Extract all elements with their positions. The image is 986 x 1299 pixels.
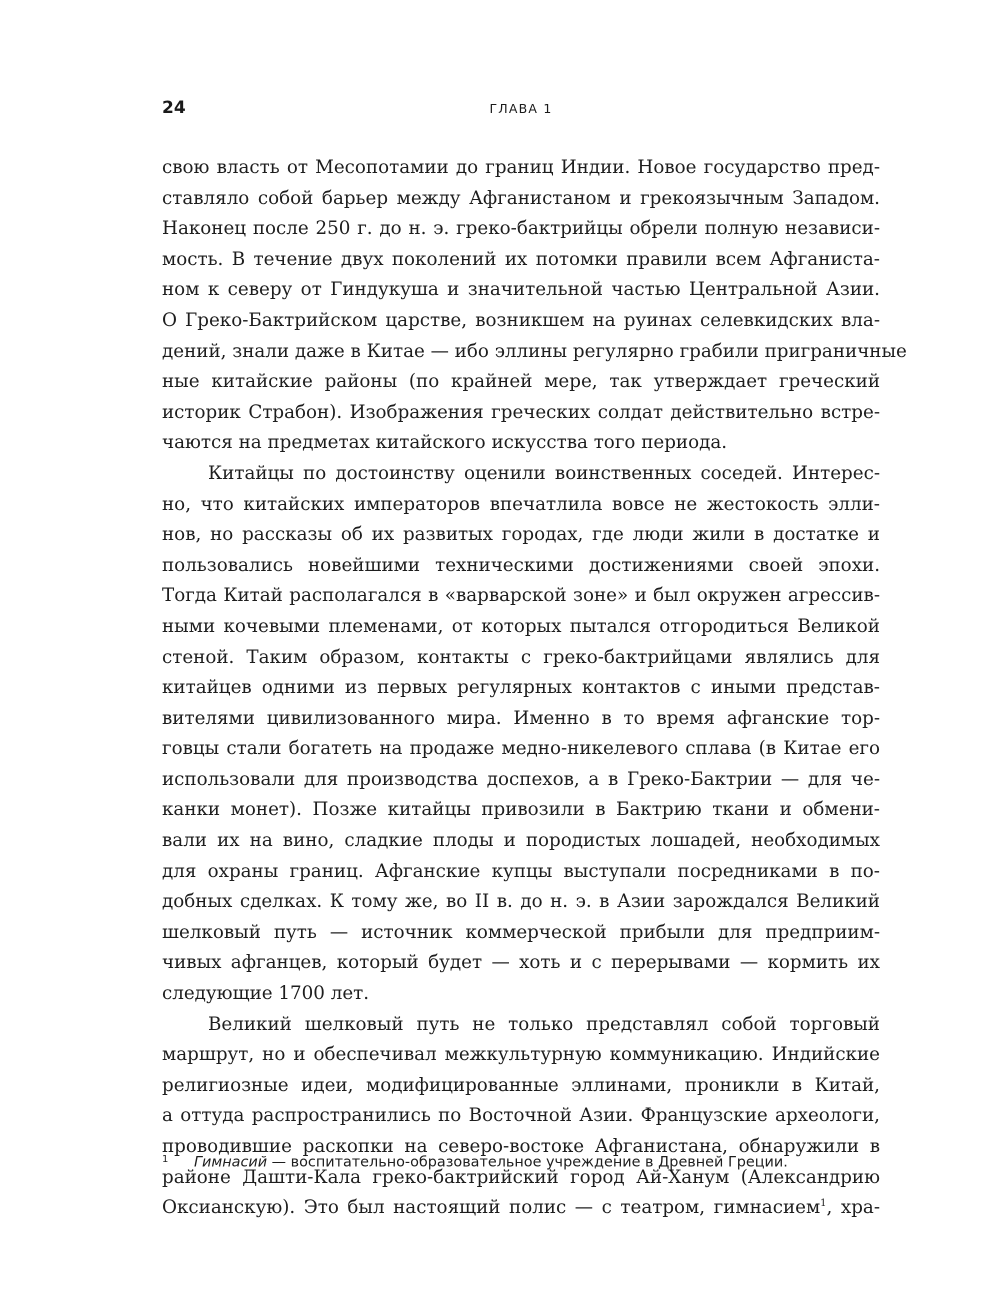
footnote-text: — воспитательно-образовательное учреждение в Древней Греции. xyxy=(267,1154,788,1171)
text-line: проводившие раскопки на северо-востоке Афганистана, обнаружили в xyxy=(162,1136,880,1157)
text-line: ставляло собой барьер между Афганистаном и грекоязычным Западом. xyxy=(162,187,880,209)
text-line: китайцев одними из первых регулярных контактов с иными представ- xyxy=(162,677,880,699)
text-line: использовали для производства доспехов, а в Греко-Бактрии — для че- xyxy=(162,768,880,790)
footnote xyxy=(162,1154,880,1171)
text-line: свою власть от Месопотамии до границ Индии. Новое государство пред- xyxy=(162,157,880,178)
text-line: историк Страбон). Изображения греческих солдат действительно встре- xyxy=(162,401,880,423)
text-line: маршрут, но и обеспечивал межкультурную коммуникацию. Индийские xyxy=(162,1044,880,1066)
running-head: ГЛАВА 1 xyxy=(489,101,553,116)
text-segment: , хра- xyxy=(826,1197,880,1219)
text-segment: Оксианскую). Это был настоящий полис — с театром, гимнасием xyxy=(162,1197,821,1219)
text-line: Тогда Китай располагался в «варварской зоне» и был окружен агрессив- xyxy=(162,585,880,607)
text-line: шелковый путь — источник коммерческой прибыли для предприим- xyxy=(162,921,880,943)
text-line: О Греко-Бактрийском царстве, возникшем на руинах селевкидских вла- xyxy=(162,309,880,331)
text-line: Китайцы по достоинству оценили воинственных соседей. Интерес- xyxy=(208,462,880,484)
text-line: мость. В течение двух поколений их потомки правили всем Афганиста- xyxy=(162,248,880,270)
text-line: говцы стали богатеть на продаже медно-никелевого сплава (в Китае его xyxy=(162,738,880,760)
body-text xyxy=(162,153,907,1224)
footnote-number: 1 xyxy=(162,1154,169,1165)
text-line: стеной. Таким образом, контакты с греко-бактрийцами являлись для xyxy=(162,646,880,668)
text-line: районе Дашти-Кала греко-бактрийский город Ай-Ханум (Александрию xyxy=(162,1166,880,1188)
text-line: канки монет). Позже китайцы привозили в Бактрию ткани и обмени- xyxy=(162,799,880,821)
text-line: чаются на предметах китайского искусства того периода. xyxy=(162,432,728,454)
text-line: добных сделках. К тому же, во II в. до н. э. в Азии зарождался Великий xyxy=(162,891,880,913)
text-line: вителями цивилизованного мира. Именно в то время афганские тор- xyxy=(162,707,880,729)
text-line: для охраны границ. Афганские купцы выступали посредниками в по- xyxy=(162,860,880,882)
text-line: но, что китайских императоров впечатлила вовсе не жестокость элли- xyxy=(162,493,880,515)
page-header xyxy=(162,98,880,122)
text-line: Великий шелковый путь не только представлял собой торговый xyxy=(208,1013,880,1035)
text-line: следующие 1700 лет. xyxy=(162,983,370,1005)
text-line: чивых афганцев, который будет — хоть и с перерывами — кормить их xyxy=(162,952,880,974)
text-line: ные китайские районы (по крайней мере, так утверждает греческий xyxy=(162,371,880,393)
footnote-term: Гимнасий xyxy=(194,1154,268,1171)
page-number: 24 xyxy=(162,98,186,118)
text-line: пользовались новейшими техническими достижениями своей эпохи. xyxy=(162,554,880,576)
footnote-reference: 1 xyxy=(820,1198,827,1210)
text-line: ными кочевыми племенами, от которых пытался отгородиться Великой xyxy=(162,615,880,637)
text-line: Наконец после 250 г. до н. э. греко-бактрийцы обрели полную независи- xyxy=(162,218,880,240)
text-line: вали их на вино, сладкие плоды и породистых лошадей, необходимых xyxy=(162,830,880,852)
text-line: дений, знали даже в Китае — ибо эллины регулярно грабили приграничные xyxy=(162,340,907,362)
text-line xyxy=(162,1193,880,1224)
text-line: а оттуда распространились по Восточной Азии. Французские археологи, xyxy=(162,1105,880,1127)
text-line: ном к северу от Гиндукуша и значительной частью Центральной Азии. xyxy=(162,279,880,301)
text-line: религиозные идеи, модифицированные эллинами, проникли в Китай, xyxy=(162,1074,880,1096)
text-line: нов, но рассказы об их развитых городах, где люди жили в достатке и xyxy=(162,524,880,546)
